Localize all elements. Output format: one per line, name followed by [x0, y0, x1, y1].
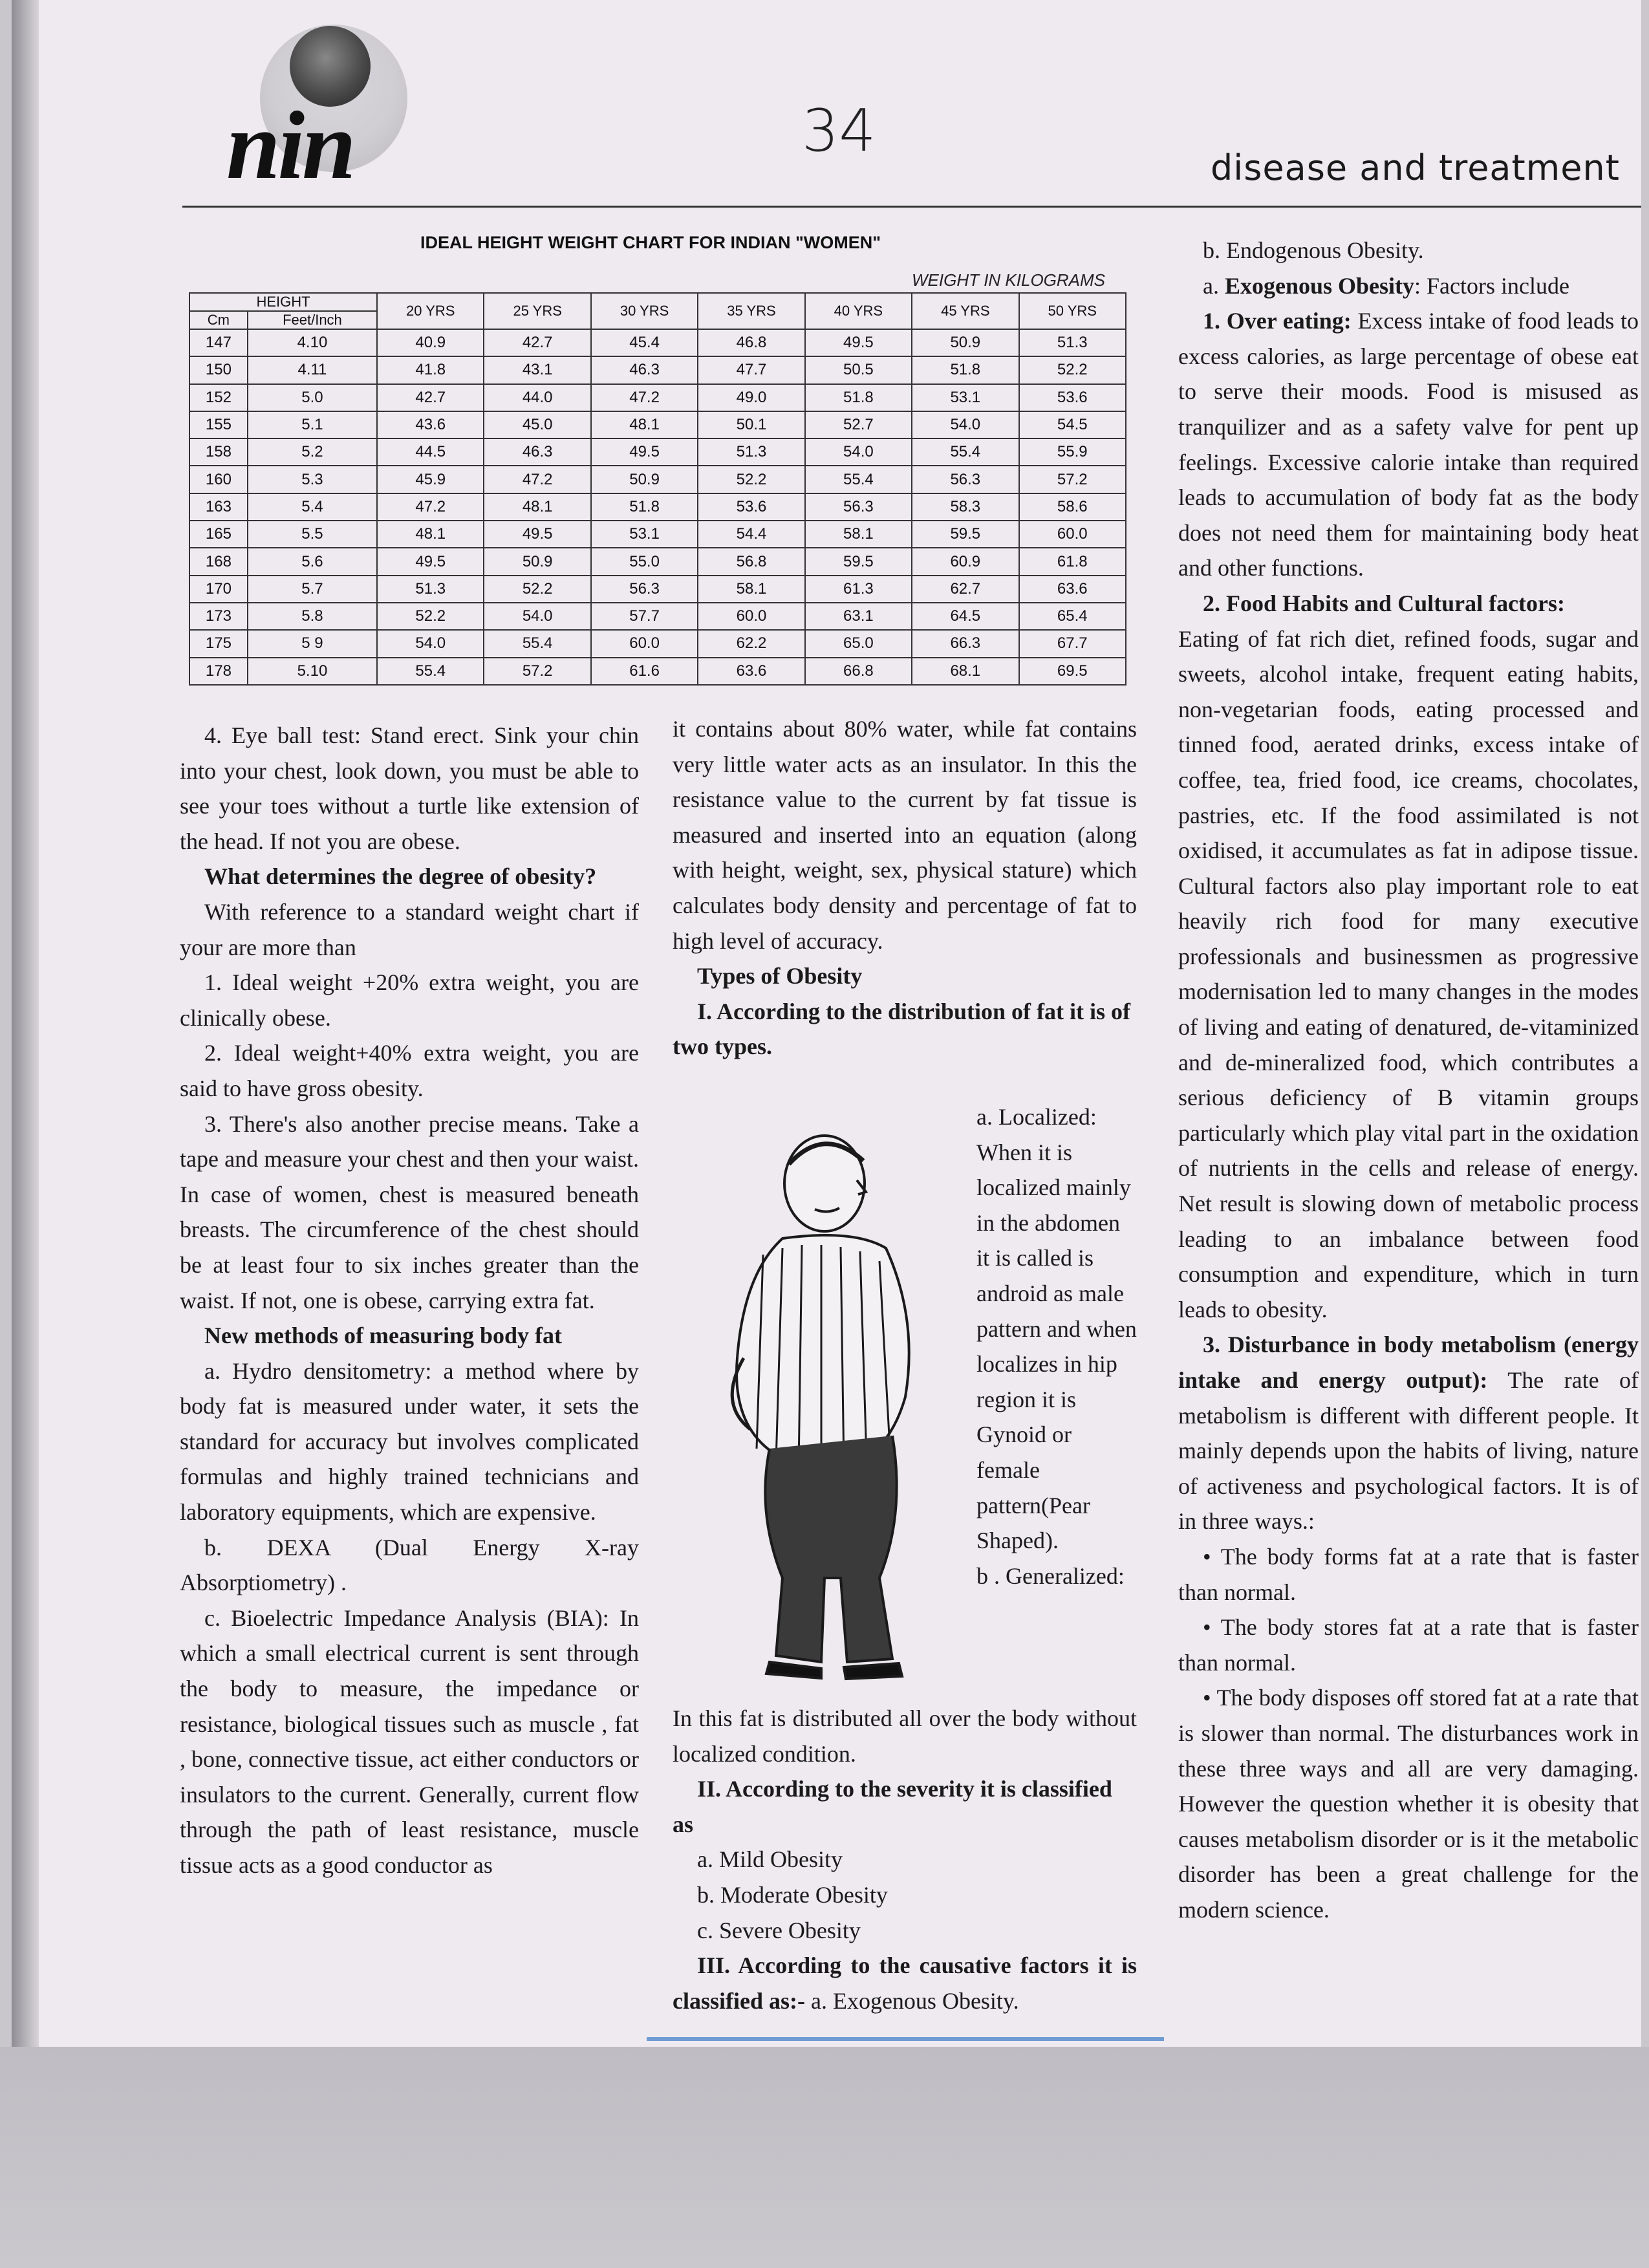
table-row	[189, 521, 1126, 548]
paragraph: The rate of metabolism is different with different people. It mainly depends upon the habits of living, nature of activeness and psychological factors. It is of in three ways.:	[1178, 1367, 1639, 1535]
table-cell: 160	[189, 466, 248, 493]
paragraph: a. Localized: When it is localized mainly in the abdomen it is called is android as male pattern and when localizes in hip region it is Gynoid or female pattern(Pear Shaped).	[976, 1104, 1137, 1554]
table-cell: 61.8	[1019, 548, 1126, 575]
table-cell: 54.4	[698, 521, 804, 548]
table-cell: 163	[189, 493, 248, 521]
column-3: b. Endogenous Obesity. a. Exogenous Obesity: Factors include 1. Over eating: Excess intake of food leads to excess calories, as large percentage of obese eat to serve their moods. Food is misused as tranquilizer and as a safety valve for pent up feelings. Excessive calorie intake than required leads to accumulation of body fat as the body does not need them for maintaining body heat and other functions. 2. Food Habits and Cultural factors: Eating of fat rich diet, refined foods, sugar and sweets, alcohol intake, frequent eating habits, non-vegetarian foods, eating processed and tinned food, aerated drinks, excess intake of coffee, tea, fried food, ice creams, chocolates, pastries, etc. If the food assimilated is not oxidised, it accumulates as fat in adipose tissue. Cultural factors also play important role to eat heavily rich food for many executive professionals and businessmen as progressive modernisation led to many changes in the modes of living and eating of denatured, de-vitaminized and de-mineralized food, which contributes a serious deficiency of B vitamin groups particularly which play vital part in the oxidation of nutrients in the cells and release of energy. Net result is slowing down of metabolic process leading to an imbalance between food consumption and expenditure, which in turn leads to obesity. 3. Disturbance in body metabolism (energy intake and energy output): The rate of metabolism is different with different people. It mainly depends upon the habits of living, nature of activeness and psychological factors. It is of in three ways.: • The body forms fat at a rate that is faster than normal. • The body stores fat at a rate that is faster than normal. • The body disposes off stored fat at a rate that is slower than normal. The disturbances work in these three ways and all are very damaging. However the question whether it is obesity that causes metabolism disorder or is it the metabolic disorder has been a great challenge for the modern science.	[1178, 233, 1639, 1928]
table-cell: 5.1	[248, 411, 377, 438]
column-1	[180, 718, 639, 1883]
paragraph: b. Endogenous Obesity.	[1203, 237, 1424, 263]
paragraph: 3. There's also another precise means. Take a tape and measure your chest and then your waist. In case of women, chest is measured beneath breasts. The circumference of the chest should be at least four to six inches greater than the waist. If not, one is obese, carrying extra fat.	[180, 1110, 639, 1313]
table-cell: 54.0	[484, 603, 590, 630]
table-cell: 158	[189, 438, 248, 466]
paragraph: it contains about 80% water, while fat contains very little water acts as an insulator. In this the resistance value to the current by fat tissue is measured and inserted into an equation (along with height, weight, sex, physical stature) which calculates body density and percentage of fat to high level of accuracy.	[673, 716, 1137, 954]
table-cell: 48.1	[484, 493, 590, 521]
table-cell: 4.11	[248, 356, 377, 383]
table-cell: 60.9	[912, 548, 1018, 575]
page-mark: 34	[802, 97, 876, 165]
table-cell: 46.3	[591, 356, 698, 383]
table-cell: 5.3	[248, 466, 377, 493]
table-row	[189, 329, 1126, 356]
table-row	[189, 411, 1126, 438]
table-row	[189, 548, 1126, 575]
table-cell: 152	[189, 384, 248, 411]
table-cell: 63.6	[698, 658, 804, 685]
obese-man-illustration	[692, 1125, 976, 1681]
table-cell: 53.1	[912, 384, 1018, 411]
heading: 3. Disturbance in body metabolism (energy intake and energy output):	[1178, 1332, 1639, 1393]
table-cell: 49.5	[805, 329, 912, 356]
column-2	[673, 711, 1137, 1064]
table-cell: 178	[189, 658, 248, 685]
table-cell: 52.2	[698, 466, 804, 493]
table-cell: 54.0	[912, 411, 1018, 438]
table-cell: 58.6	[1019, 493, 1126, 521]
table-cell: 50.9	[591, 466, 698, 493]
table-cell: 51.3	[1019, 329, 1126, 356]
table-cell: 59.5	[912, 521, 1018, 548]
table-cell: 5.5	[248, 521, 377, 548]
table-cell: 66.8	[805, 658, 912, 685]
heading: I. According to the distribution of fat it is of two types.	[673, 998, 1130, 1060]
table-cell: 5.0	[248, 384, 377, 411]
table-row	[189, 466, 1126, 493]
height-weight-rows	[189, 329, 1126, 685]
table-cell: 40.9	[377, 329, 484, 356]
table-cell: 165	[189, 521, 248, 548]
table-cell: 41.8	[377, 356, 484, 383]
table-cell: 49.5	[484, 521, 590, 548]
table-cell: 5.7	[248, 576, 377, 603]
table-row	[189, 576, 1126, 603]
height-header: HEIGHT	[189, 293, 377, 311]
heading: Exogenous Obesity	[1224, 272, 1415, 299]
table-cell: 42.7	[484, 329, 590, 356]
table-cell: 45.9	[377, 466, 484, 493]
heading: III. According to the causative factors it is classified as:-	[673, 1952, 1137, 2014]
table-cell: 54.5	[1019, 411, 1126, 438]
inline-text: a.	[1203, 272, 1219, 299]
table-cell: 47.7	[698, 356, 804, 383]
age-header: 25 YRS	[484, 293, 590, 329]
table-cell: 56.3	[591, 576, 698, 603]
table-cell: 68.1	[912, 658, 1018, 685]
table-cell: 50.9	[912, 329, 1018, 356]
paragraph: 1. Ideal weight +20% extra weight, you are clinically obese.	[180, 969, 639, 1031]
table-cell: 49.5	[377, 548, 484, 575]
table-cell: 5.10	[248, 658, 377, 685]
table-cell: 147	[189, 329, 248, 356]
list-item: c. Severe Obesity	[697, 1917, 861, 1943]
table-cell: 57.7	[591, 603, 698, 630]
table-cell: 66.3	[912, 630, 1018, 657]
table-cell: 47.2	[591, 384, 698, 411]
table-row	[189, 630, 1126, 657]
table-cell: 57.2	[484, 658, 590, 685]
paragraph: Eating of fat rich diet, refined foods, sugar and sweets, alcohol intake, frequent eating habits, non-vegetarian foods, eating processed and tinned food, aerated drinks, excess intake of coffee, tea, fried food, ice creams, chocolates, pastries, etc. If the food assimilated is not oxidised, it accumulates as fat in adipose tissue. Cultural factors also play important role to eat heavily rich food for many executive professionals and businessmen as progressive modernisation led to many changes in the modes of living and eating of denatured, de-vitaminized and de-mineralized food, which contributes a serious deficiency of B vitamin groups particularly which play vital part in the oxidation of nutrients in the cells and release of energy. Net result is slowing down of metabolic process leading to an imbalance between food consumption and expenditure, which in turn leads to obesity.	[1178, 625, 1639, 1323]
list-item: b. Moderate Obesity	[697, 1881, 888, 1908]
table-cell: 46.8	[698, 329, 804, 356]
table-row	[189, 603, 1126, 630]
table-cell: 173	[189, 603, 248, 630]
figure-side-text	[976, 1099, 1137, 1593]
table-cell: 47.2	[377, 493, 484, 521]
page-spine	[12, 0, 39, 2047]
table-cell: 55.4	[377, 658, 484, 685]
table-cell: 63.1	[805, 603, 912, 630]
table-cell: 45.4	[591, 329, 698, 356]
bullet-item: The body disposes off stored fat at a rate that is slower than normal. The disturbances work in these three ways and all are very damaging. However the question whether it is obesity that causes metabolism disorder or is it the metabolic disorder has been a great challenge for the modern science.	[1178, 1685, 1639, 1923]
chart-title: IDEAL HEIGHT WEIGHT CHART FOR INDIAN "WOMEN"	[420, 233, 881, 252]
table-cell: 47.2	[484, 466, 590, 493]
header-rule	[182, 206, 1641, 208]
table-cell: 54.0	[377, 630, 484, 657]
heading: II. According to the severity it is classified as	[673, 1776, 1112, 1837]
table-cell: 175	[189, 630, 248, 657]
bullet-item: The body forms fat at a rate that is faster than normal.	[1178, 1543, 1639, 1605]
table-cell: 49.5	[591, 438, 698, 466]
table-cell: 48.1	[377, 521, 484, 548]
table-cell: 45.0	[484, 411, 590, 438]
heading: 2. Food Habits and Cultural factors:	[1203, 590, 1566, 616]
table-cell: 60.0	[591, 630, 698, 657]
table-row	[189, 384, 1126, 411]
paragraph: Excess intake of food leads to excess calories, as large percentage of obese eat to serve their moods. Food is misused as tranquilizer and as a safety valve for pent up feelings. Excessive calorie intake than required leads to accumulation of body fat as the body does not need them for maintaining body heat and other functions.	[1178, 308, 1639, 581]
inline-text: a. Exogenous Obesity.	[810, 1987, 1019, 2014]
cm-header: Cm	[189, 311, 248, 329]
table-cell: 62.2	[698, 630, 804, 657]
table-cell: 59.5	[805, 548, 912, 575]
height-weight-table	[189, 292, 1126, 686]
table-row	[189, 356, 1126, 383]
table-cell: 54.0	[805, 438, 912, 466]
heading: What determines the degree of obesity?	[204, 863, 597, 890]
table-cell: 51.3	[698, 438, 804, 466]
table-cell: 67.7	[1019, 630, 1126, 657]
table-cell: 5.6	[248, 548, 377, 575]
paragraph: With reference to a standard weight chart if your are more than	[180, 898, 639, 960]
feet-header: Feet/Inch	[248, 311, 377, 329]
table-cell: 61.3	[805, 576, 912, 603]
table-cell: 53.1	[591, 521, 698, 548]
table-cell: 55.4	[484, 630, 590, 657]
table-cell: 55.0	[591, 548, 698, 575]
table-row	[189, 658, 1126, 685]
table-cell: 150	[189, 356, 248, 383]
table-cell: 61.6	[591, 658, 698, 685]
table-cell: 43.1	[484, 356, 590, 383]
table-cell: 170	[189, 576, 248, 603]
table-cell: 44.5	[377, 438, 484, 466]
table-cell: 46.3	[484, 438, 590, 466]
table-cell: 53.6	[1019, 384, 1126, 411]
bullet-item: The body stores fat at a rate that is faster than normal.	[1178, 1614, 1639, 1676]
table-cell: 60.0	[698, 603, 804, 630]
table-cell: 65.4	[1019, 603, 1126, 630]
paragraph: 4. Eye ball test: Stand erect. Sink your chin into your chest, look down, you must be able to see your toes without a turtle like extension of the head. If not you are obese.	[180, 722, 639, 854]
table-cell: 55.9	[1019, 438, 1126, 466]
paragraph: c. Bioelectric Impedance Analysis (BIA): In which a small electrical current is sent through the body to measure, the impedance or resistance, biological tissues such as muscle , fat , bone, connective tissue, act either conductors or insulators to the current. Generally, current flow through the path of least resistance, muscle tissue acts as a good conductor as	[180, 1604, 639, 1878]
table-cell: 155	[189, 411, 248, 438]
heading: Types of Obesity	[697, 963, 863, 989]
table-cell: 51.8	[912, 356, 1018, 383]
table-cell: 52.2	[377, 603, 484, 630]
paragraph: a. Hydro densitometry: a method where by body fat is measured under water, it sets the standard for accuracy but involves complicated formulas and highly trained technicians and laboratory equipments, which are expensive.	[180, 1357, 639, 1526]
age-header: 35 YRS	[698, 293, 804, 329]
section-title: disease and treatment	[1211, 147, 1620, 188]
paragraph: b . Generalized:	[976, 1562, 1125, 1589]
table-cell: 58.1	[805, 521, 912, 548]
table-cell: 52.2	[1019, 356, 1126, 383]
table-cell: 58.3	[912, 493, 1018, 521]
table-cell: 58.1	[698, 576, 804, 603]
table-cell: 44.0	[484, 384, 590, 411]
age-header: 45 YRS	[912, 293, 1018, 329]
column-2-lower	[673, 1701, 1137, 2018]
weight-caption: WEIGHT IN KILOGRAMS	[912, 270, 1106, 290]
table-cell: 4.10	[248, 329, 377, 356]
age-header: 20 YRS	[377, 293, 484, 329]
table-cell: 49.0	[698, 384, 804, 411]
paragraph: In this fat is distributed all over the body without localized condition.	[673, 1705, 1137, 1767]
logo-text: nin	[226, 92, 354, 199]
table-cell: 51.8	[591, 493, 698, 521]
table-cell: 50.1	[698, 411, 804, 438]
table-cell: 51.3	[377, 576, 484, 603]
table-cell: 5.2	[248, 438, 377, 466]
table-cell: 63.6	[1019, 576, 1126, 603]
table-cell: 42.7	[377, 384, 484, 411]
table-cell: 56.8	[698, 548, 804, 575]
age-header: 40 YRS	[805, 293, 912, 329]
table-cell: 5.4	[248, 493, 377, 521]
table-cell: 56.3	[805, 493, 912, 521]
table-cell: 65.0	[805, 630, 912, 657]
table-cell: 62.7	[912, 576, 1018, 603]
table-cell: 5.8	[248, 603, 377, 630]
table-cell: 56.3	[912, 466, 1018, 493]
paragraph: b. DEXA (Dual Energy X-ray Absorptiometry) .	[180, 1534, 639, 1596]
list-item: a. Mild Obesity	[697, 1846, 843, 1873]
table-cell: 5 9	[248, 630, 377, 657]
heading: 1. Over eating:	[1203, 308, 1352, 334]
table-cell: 53.6	[698, 493, 804, 521]
table-cell: 52.7	[805, 411, 912, 438]
table-cell: 168	[189, 548, 248, 575]
table-cell: 43.6	[377, 411, 484, 438]
inline-text: : Factors include	[1414, 272, 1569, 299]
age-header: 30 YRS	[591, 293, 698, 329]
table-row	[189, 493, 1126, 521]
table-cell: 50.5	[805, 356, 912, 383]
age-header: 50 YRS	[1019, 293, 1126, 329]
table-cell: 60.0	[1019, 521, 1126, 548]
scanner-background	[0, 2047, 1649, 2268]
table-cell: 69.5	[1019, 658, 1126, 685]
table-cell: 64.5	[912, 603, 1018, 630]
table-cell: 52.2	[484, 576, 590, 603]
page-edge-mark	[647, 2037, 1164, 2041]
heading: New methods of measuring body fat	[204, 1323, 562, 1349]
table-cell: 55.4	[912, 438, 1018, 466]
table-cell: 55.4	[805, 466, 912, 493]
table-row	[189, 438, 1126, 466]
table-cell: 57.2	[1019, 466, 1126, 493]
table-cell: 48.1	[591, 411, 698, 438]
paragraph: 2. Ideal weight+40% extra weight, you are said to have gross obesity.	[180, 1040, 639, 1101]
table-cell: 51.8	[805, 384, 912, 411]
table-cell: 50.9	[484, 548, 590, 575]
